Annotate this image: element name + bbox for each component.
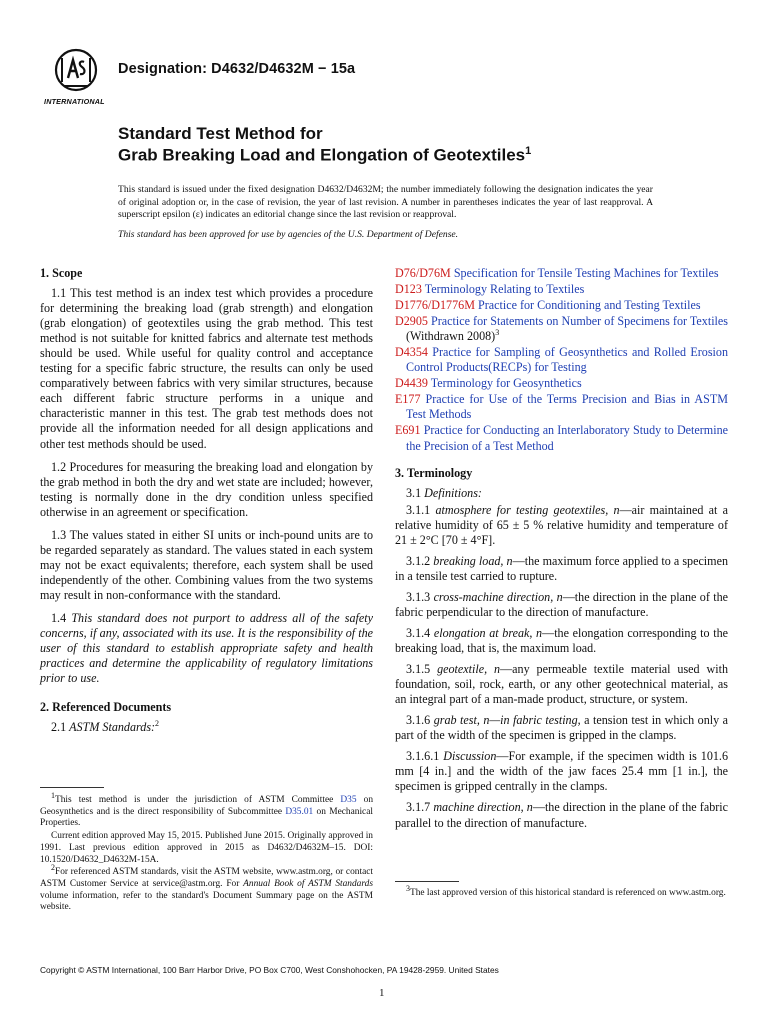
- definition-number: 3.1.2: [406, 553, 431, 568]
- reference-title[interactable]: Practice for Statements on Number of Specimens for Textiles: [431, 314, 728, 329]
- reference-withdrawn-note: (Withdrawn 2008): [406, 329, 496, 344]
- definition-term: Discussion: [443, 749, 497, 764]
- logo-caption: INTERNATIONAL: [44, 97, 105, 106]
- definitions-subheading: [395, 486, 728, 501]
- scope-paragraph-4-text: This standard does not purport to address all of the safety concerns, if any, associated with its use. It is the responsibility of the user of this standard to establish appropriate safety and health practices and determine the applicability of regulatory limitations prior to use.: [40, 610, 373, 686]
- definition-item: [395, 554, 728, 584]
- footnote-3-text: The last approved version of this historical standard is referenced on www.astm.org.: [410, 888, 726, 898]
- definition-item: [395, 503, 728, 548]
- reference-title[interactable]: Practice for Sampling of Geosynthetics and Rolled Erosion Control Products(RECPs) for Testing: [406, 345, 728, 375]
- footnote-rule-right: [395, 881, 459, 882]
- footnote-2: [40, 863, 373, 914]
- reference-list: [381, 266, 728, 454]
- definition-term: machine direction, n: [433, 800, 533, 815]
- scope-paragraph-1: 1.1 This test method is an index test which provides a procedure for determining the breaking load (grab strength) and elongation (grab elongation) of geotextiles using the grab method. This test method is not suitable for knitted fabrics and alternate test methods should be used. While useful for quality control and acceptance testing for a specific fabric structure, the results can only be used comparatively between fabrics with very similar structures, because each different fabric structure performs in a unique and characteristic manner in this test. The grab test methods does not provide all the information needed for all design applications and other test methods should be used.: [40, 286, 373, 451]
- footnote-1: [40, 790, 374, 830]
- title-line-1: Standard Test Method for: [118, 124, 323, 143]
- reference-item[interactable]: [381, 298, 728, 313]
- reference-code[interactable]: D1776/D1776M: [395, 298, 475, 313]
- footnote-1-edition: Current edition approved May 15, 2015. Published June 2015. Originally approved in 1991. Last previous edition approved in 2015 as D4632/D4632M–15. DOI: 10.1520/D4632_D4632M-15A.: [40, 831, 373, 865]
- definition-number: 3.1.6: [406, 713, 431, 728]
- definitions-number: 3.1: [406, 485, 422, 500]
- footnote-2-text-a: For referenced ASTM standards, visit the ASTM website, www.astm.org, or contact ASTM Customer Service at service@astm.org. For: [40, 867, 373, 889]
- astm-standards-footnote-mark: 2: [155, 719, 160, 729]
- definition-item: [395, 800, 728, 830]
- definition-number: 3.1.1: [406, 502, 431, 517]
- reference-item[interactable]: [381, 282, 728, 297]
- definition-text: —the maximum force applied to a specimen in a tensile test carried to rupture.: [395, 553, 728, 583]
- definitions-title: Definitions:: [424, 485, 482, 500]
- definition-term: atmosphere for testing geotextiles, n: [435, 502, 620, 517]
- designation: Designation: D4632/D4632M − 15a: [118, 61, 356, 77]
- definition-text: —the direction in the plane of the fabric perpendicular to the direction of manufacture.: [395, 589, 728, 619]
- page-number: 1: [379, 987, 385, 999]
- footnote-2-text-b: volume information, refer to the standard's Document Summary page on the ASTM website.: [40, 890, 373, 913]
- astm-standards-number: 2.1: [51, 720, 67, 735]
- definition-term: breaking load, n: [433, 553, 513, 568]
- reference-title[interactable]: Practice for Conditioning and Testing Textiles: [478, 298, 701, 313]
- reference-code[interactable]: D123: [395, 282, 422, 297]
- reference-item[interactable]: [381, 376, 728, 391]
- reference-title[interactable]: Terminology for Geosynthetics: [430, 376, 582, 391]
- subcommittee-link[interactable]: D35.01: [285, 806, 314, 817]
- footnotes-right: [395, 883, 728, 901]
- title-text: Grab Breaking Load and Elongation of Geotextiles: [118, 145, 526, 165]
- reference-code[interactable]: E177: [395, 392, 421, 407]
- definition-number: 3.1.5: [406, 662, 431, 677]
- footnotes-left: [40, 790, 374, 915]
- definition-item: [395, 590, 728, 620]
- astm-standards-subheading: [40, 720, 373, 735]
- definition-item: [395, 662, 728, 707]
- committee-link[interactable]: D35: [340, 795, 357, 805]
- definition-number: 3.1.3: [406, 589, 431, 604]
- footnote-3-mark: 3: [406, 883, 410, 893]
- reference-item[interactable]: [381, 423, 728, 453]
- footnote-1-text-a: This test method is under the jurisdiction of ASTM Committee: [55, 795, 341, 805]
- right-column: [395, 266, 728, 837]
- definition-text: a tension test in which only a part of the width of the specimen is gripped in the clamps.: [395, 713, 729, 743]
- astm-standards-title: ASTM Standards:: [69, 720, 156, 735]
- scope-paragraph-4: [40, 611, 373, 686]
- definition-text: —the elongation corresponding to the breaking load, that is, the maximum load.: [395, 625, 728, 656]
- footnote-rule-left: [40, 787, 104, 788]
- reference-item[interactable]: [381, 266, 728, 281]
- reference-code[interactable]: D4439: [395, 376, 428, 391]
- reference-code[interactable]: E691: [395, 423, 421, 438]
- title-footnote-mark: 1: [525, 145, 532, 157]
- section-heading-scope: 1. Scope: [40, 266, 83, 280]
- definition-number: 3.1.7: [406, 800, 431, 815]
- reference-item[interactable]: [381, 345, 728, 375]
- definition-text: —the direction in the plane of the fabric parallel to the direction of manufacture.: [395, 800, 728, 830]
- footnote-1-text-c: on Mechanical Properties.: [40, 806, 373, 829]
- footnote-1-mark: 1: [51, 790, 55, 800]
- scope-paragraph-3: 1.3 The values stated in either SI units or inch-pound units are to be regarded separately as standard. The values stated in each system may not be exact equivalents; therefore, each system shall be used independently of the other. Combining values from the two systems may result in non-conformance with the standard.: [40, 527, 373, 602]
- definition-item: [395, 749, 728, 794]
- definition-item: [395, 713, 728, 743]
- scope-paragraph-4-number: 1.4: [51, 610, 67, 625]
- definition-number: 3.1.6.1: [406, 749, 440, 764]
- title-line-2: [118, 145, 531, 166]
- footnote-3: [395, 883, 728, 900]
- reference-code[interactable]: D4354: [395, 345, 428, 360]
- section-heading-terminology: 3. Terminology: [395, 465, 473, 480]
- scope-paragraph-2: 1.2 Procedures for measuring the breaking load and elongation by the grab method in both the dry and wet state are included; however, testing is normally done in the dry condition unless specified otherwise in an agreement or specification.: [40, 459, 373, 519]
- definition-term: cross-machine direction, n: [433, 589, 563, 604]
- definition-term: geotextile, n: [437, 662, 501, 677]
- definition-text: —air maintained at a relative humidity of 65 ± 5 % relative humidity and temperature of 21 ± 2°C [70 ± 4°F].: [395, 502, 728, 547]
- reference-title[interactable]: Terminology Relating to Textiles: [424, 282, 585, 297]
- definition-term: grab test, n—in fabric testing,: [433, 713, 581, 728]
- reference-title[interactable]: Practice for Conducting an Interlaboratory Study to Determine the Precision of a Test Method: [406, 423, 728, 453]
- footnote-2-mark: 2: [51, 863, 55, 873]
- reference-item[interactable]: [381, 392, 728, 422]
- reference-code[interactable]: D76/D76M: [395, 266, 451, 280]
- left-column: [40, 266, 373, 743]
- dod-notice: This standard has been approved for use by agencies of the U.S. Department of Defense.: [118, 229, 459, 240]
- reference-title[interactable]: Specification for Tensile Testing Machines for Textiles: [453, 266, 719, 280]
- reference-item[interactable]: [381, 314, 728, 344]
- section-heading-referenced-documents: 2. Referenced Documents: [40, 700, 172, 715]
- definition-text: —any permeable textile material used with foundation, soil, rock, earth, or any other geotechnical material, as an integral part of a man-made product, structure, or system.: [395, 662, 728, 707]
- withdrawn-footnote-mark: 3: [495, 328, 500, 338]
- definition-term: elongation at break, n: [433, 625, 543, 640]
- definition-text: —For example, if the specimen width is 101.6 mm [4 in.] and the width of the jaw faces 25.4 mm [1 in.], the specimen is gripped centrally in the clamps.: [395, 749, 728, 794]
- definition-number: 3.1.4: [406, 625, 431, 640]
- astm-logo: [40, 46, 112, 108]
- copyright: Copyright © ASTM International, 100 Barr Harbor Drive, PO Box C700, West Conshohocken, PA 19428-2959. United States: [40, 965, 499, 975]
- designation-notice: This standard is issued under the fixed designation D4632/D4632M; the number immediately following the designation indicates the year of original adoption or, in the case of revision, the year of last revision. A number in parentheses indicates the year of last reapproval. A superscript epsilon (ε) indicates an editorial change since the last revision or reapproval.: [118, 184, 653, 220]
- footnote-1-text-b: on Geosynthetics and is the direct responsibility of Subcommittee: [40, 795, 374, 817]
- definition-item: [395, 626, 728, 656]
- reference-title[interactable]: Practice for Use of the Terms Precision and Bias in ASTM Test Methods: [406, 392, 728, 422]
- footnote-2-italic: Annual Book of ASTM Standards: [243, 878, 373, 889]
- reference-code[interactable]: D2905: [395, 314, 428, 329]
